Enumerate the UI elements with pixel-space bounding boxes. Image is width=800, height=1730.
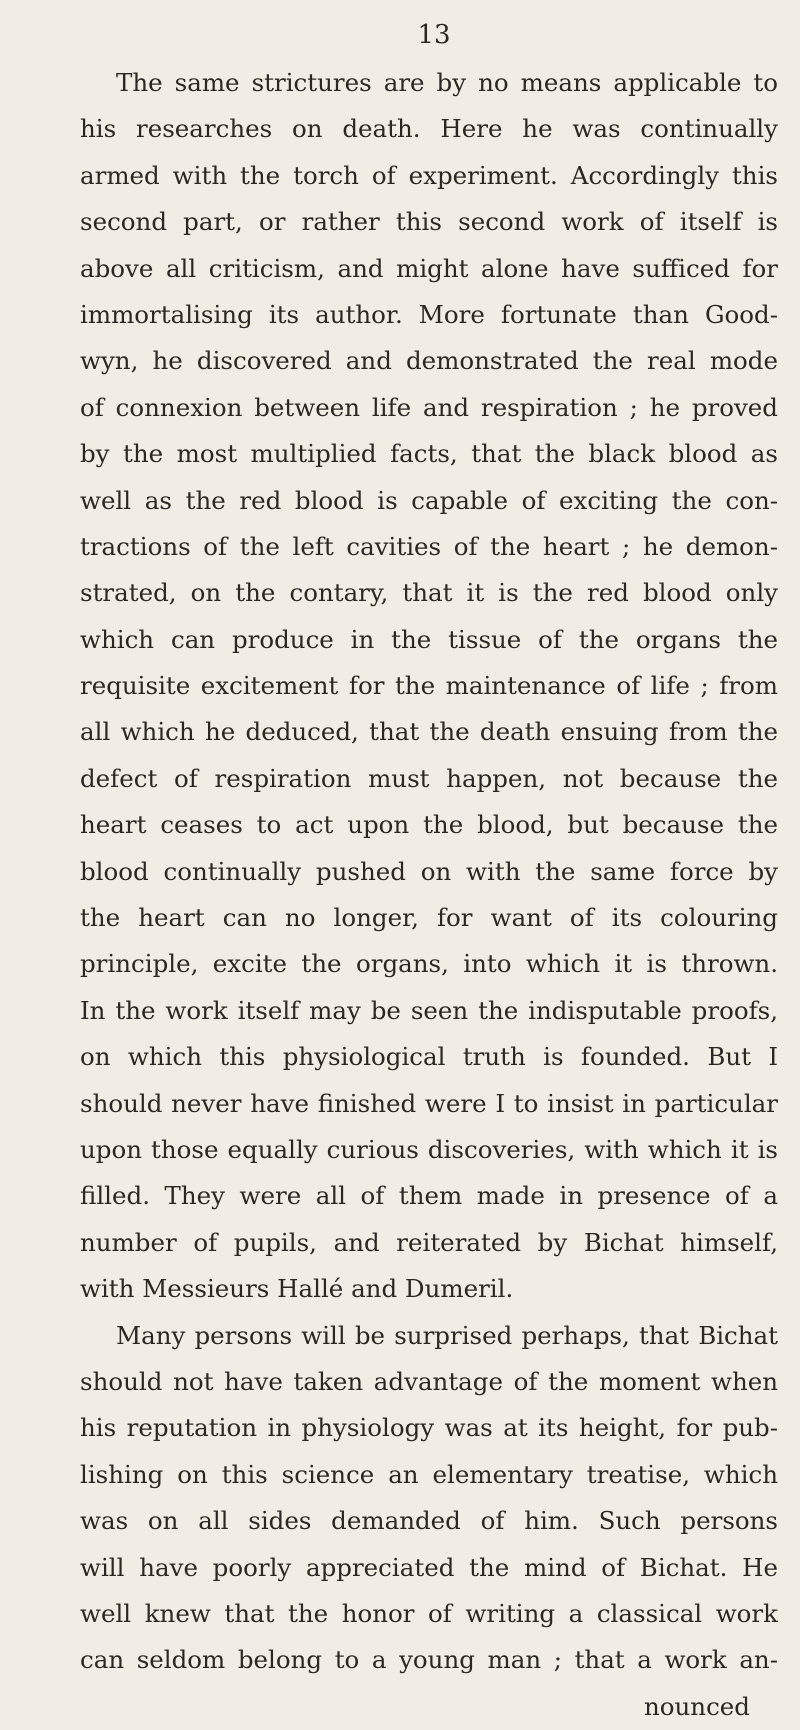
- text-line: his researches on death. Here he was continually: [80, 114, 778, 144]
- text-line: In the work itself may be seen the indisputable proofs,: [80, 995, 778, 1025]
- text-line: lishing on this science an elementary treatise, which: [80, 1459, 778, 1489]
- text-line: the heart can no longer, for want of its colouring: [80, 903, 778, 933]
- text-line: which can produce in the tissue of the organs the: [80, 624, 778, 654]
- text-line: number of pupils, and reiterated by Bichat himself,: [80, 1227, 778, 1257]
- text-line: defect of respiration must happen, not because the: [80, 763, 778, 793]
- text-line: should never have finished were I to insist in particular: [80, 1088, 778, 1118]
- text-line: upon those equally curious discoveries, with which it is: [80, 1134, 778, 1164]
- text-line: armed with the torch of experiment. Accordingly this: [80, 160, 778, 190]
- text-line: Many persons will be surprised perhaps, that Bichat: [116, 1320, 778, 1350]
- text-line: his reputation in physiology was at its height, for pub-: [80, 1413, 778, 1443]
- text-line: with Messieurs Hallé and Dumeril.: [80, 1274, 514, 1304]
- text-line: immortalising its author. More fortunate than Good-: [80, 299, 778, 329]
- text-line: strated, on the contary, that it is the red blood only: [80, 578, 778, 608]
- text-line: tractions of the left cavities of the heart ; he demon-: [80, 531, 778, 561]
- text-line: all which he deduced, that the death ensuing from the: [80, 717, 778, 747]
- text-line: by the most multiplied facts, that the black blood as: [80, 439, 778, 469]
- text-line: The same strictures are by no means applicable to: [116, 68, 778, 97]
- text-line: wyn, he discovered and demonstrated the real mode: [80, 346, 778, 376]
- catchword: nounced: [644, 1691, 750, 1721]
- text-line: above all criticism, and might alone have sufficed for: [80, 253, 778, 283]
- page-number: 13: [417, 20, 451, 50]
- page-text: [80, 60, 778, 1730]
- text-line: well knew that the honor of writing a classical work: [80, 1598, 778, 1628]
- text-line: will have poorly appreciated the mind of Bichat. He: [80, 1552, 778, 1582]
- text-line: was on all sides demanded of him. Such persons: [80, 1506, 778, 1536]
- text-line: blood continually pushed on with the same force by: [80, 856, 778, 886]
- text-line: can seldom belong to a young man ; that a work an-: [80, 1645, 778, 1675]
- text-line: should not have taken advantage of the moment when: [80, 1366, 778, 1396]
- text-line: principle, excite the organs, into which it is thrown.: [80, 949, 778, 979]
- text-line: second part, or rather this second work of itself is: [80, 207, 778, 237]
- text-line: heart ceases to act upon the blood, but because the: [80, 810, 778, 840]
- text-line: requisite excitement for the maintenance of life ; from: [80, 671, 778, 701]
- text-line: on which this physiological truth is founded. But I: [80, 1042, 778, 1072]
- text-line: well as the red blood is capable of exciting the con-: [80, 485, 778, 515]
- text-line: of connexion between life and respiration ; he proved: [80, 392, 778, 422]
- text-line: filled. They were all of them made in presence of a: [80, 1181, 778, 1211]
